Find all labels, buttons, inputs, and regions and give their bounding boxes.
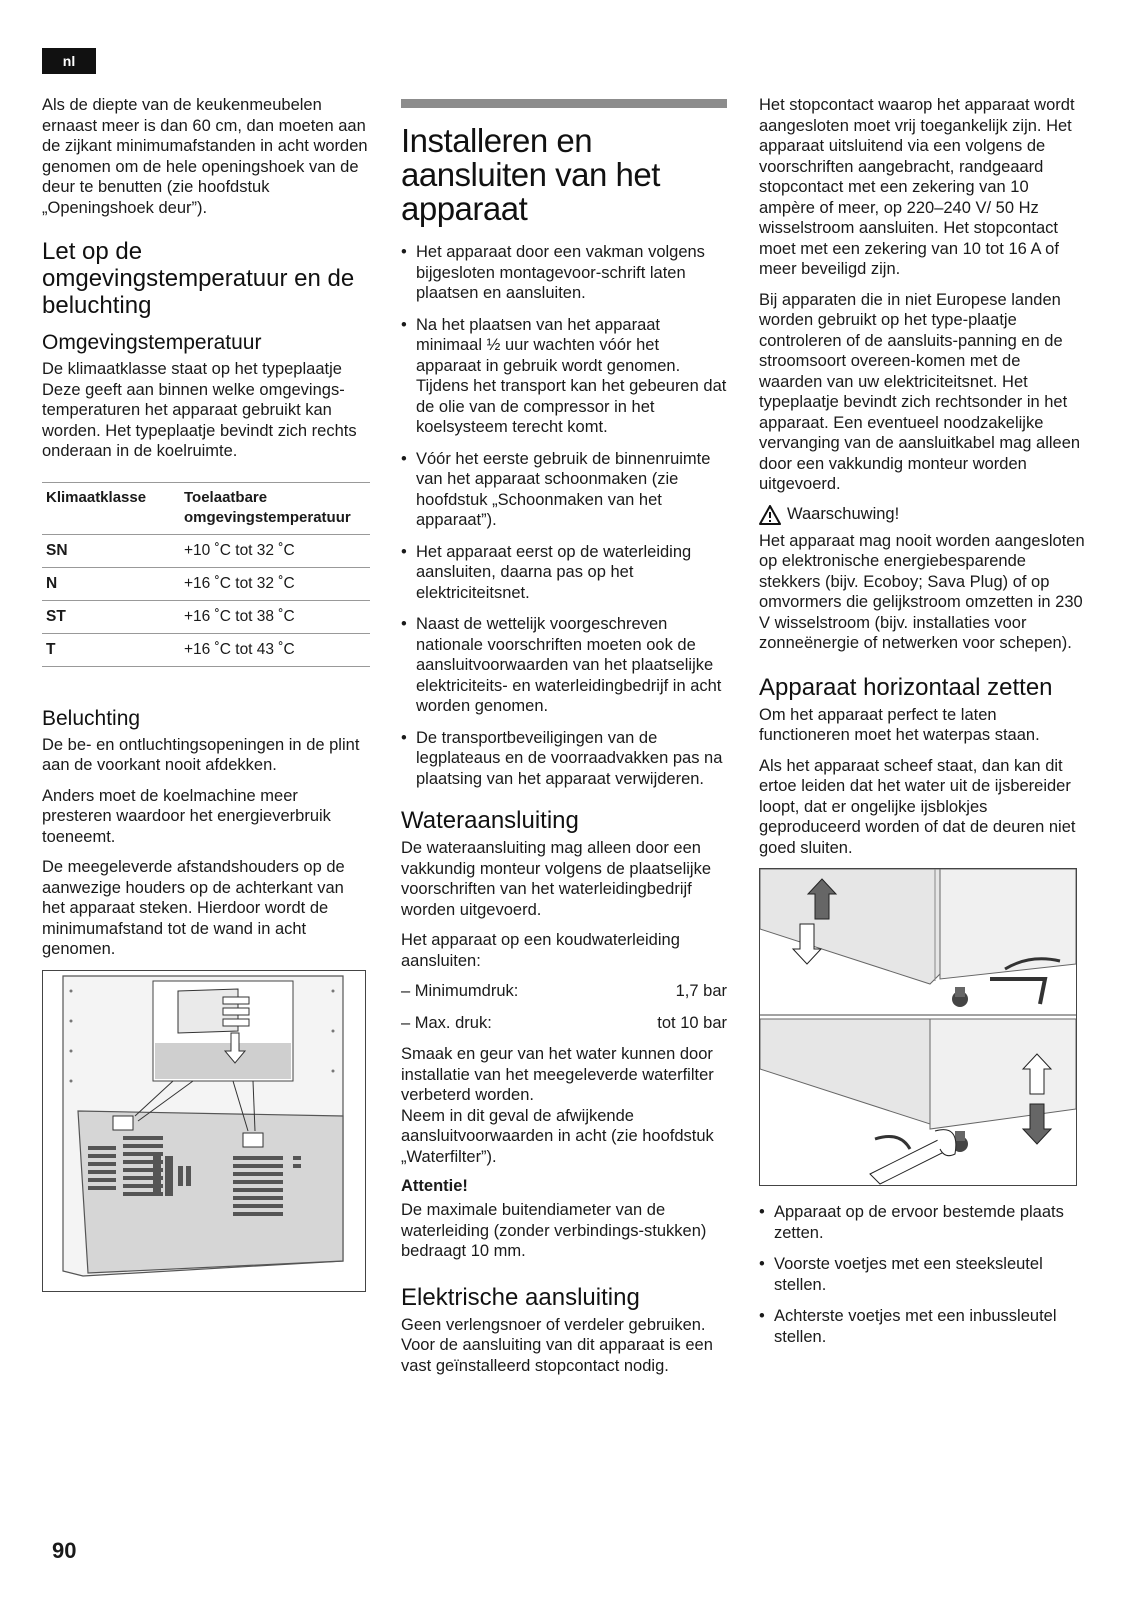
warning-label: Waarschuwing! <box>787 505 900 523</box>
climate-class-table <box>42 482 370 667</box>
leveling-paragraph-2: Als het apparaat scheef staat, dan kan dit ertoe leiden dat het water uit de ijsbereider loopt, dat er ongelijke ijsblokjes geproduceerd worden of dat de deuren niet goed sluiten. <box>759 756 1076 857</box>
list-item: • De transportbeveiligingen van de legplateaus en de voorraadvakken pas na plaatsing van het apparaat verwijderen. <box>401 728 727 790</box>
column-right <box>759 95 1085 1358</box>
max-pressure-row <box>401 1013 727 1034</box>
warning-icon <box>759 505 781 525</box>
climate-class-cell: SN <box>42 534 180 567</box>
climate-class-cell: ST <box>42 600 180 633</box>
water-paragraph-1: De wateraansluiting mag alleen door een vakkundig monteur volgens de plaatselijke voorschriften van het waterleidingbedrijf worden uitgevoerd. <box>401 839 712 919</box>
header-ambient-temp-line2: omgevingstemperatuur <box>184 508 351 526</box>
water-heading: Wateraansluiting <box>401 807 579 834</box>
leveling-paragraph-1: Om het apparaat perfect te laten functioneren moet het waterpas staan. <box>759 705 1040 744</box>
section-rule <box>401 99 727 108</box>
min-pressure-value: 1,7 bar <box>675 982 727 1000</box>
list-item: • Na het plaatsen van het apparaat minimaal ½ uur wachten vóór het apparaat in gebruik wordt genomen. Tijdens het transport kan het gebeuren dat de olie van de compressor in het koelsysteem terecht komt. <box>401 315 727 438</box>
water-paragraph-2: Het apparaat op een koudwaterleiding aansluiten: <box>401 931 680 970</box>
ventilation-paragraph-1: De be- en ontluchtingsopeningen in de plint aan de voorkant nooit afdekken. <box>42 735 360 774</box>
spacer-illustration <box>42 970 366 1292</box>
ambient-paragraph: De klimaatklasse staat op het typeplaatje Deze geeft aan binnen welke omgevings- temperaturen het apparaat gebruikt kan worden. Het typeplaatje bevindt zich rechts onderaan in de koelruimte. <box>42 360 357 460</box>
non-eu-paragraph: Bij apparaten die in niet Europese landen worden gebruikt op het type-plaatje controleren of de aansluits-panning en de stroomsoort overeen-komen met de waarden van uw elektriciteitsnet. Het typeplaatje bevindt zich rechtsonder in het apparaat. Een eventueel noodzakelijke vervanging van de aansluitkabel mag alleen door een vakkundig monteur worden uitgevoerd. <box>759 290 1081 493</box>
table-row <box>42 534 370 567</box>
ambient-heading: Let op de omgevingstemperatuur en de beluchting <box>42 238 355 319</box>
spacer-diagram-svg <box>43 971 365 1291</box>
max-pressure-label: – Max. druk: <box>401 1013 492 1032</box>
max-pressure-value: tot 10 bar <box>657 1013 727 1032</box>
list-item: • Het apparaat eerst op de waterleiding aansluiten, daarna pas op het elektriciteitsnet. <box>401 542 727 604</box>
ambient-subheading: Omgevingstemperatuur <box>42 331 262 354</box>
table-row <box>42 633 370 666</box>
list-item: • Achterste voetjes met een inbussleutel stellen. <box>759 1306 1085 1347</box>
electrical-paragraph: Geen verlengsnoer of verdeler gebruiken. Voor de aansluiting van dit apparaat is een vast geïnstalleerd stopcontact nodig. <box>401 1315 713 1375</box>
climate-class-cell: N <box>42 567 180 600</box>
list-item: • Het apparaat door een vakman volgens bijgesloten montagevoor-schrift laten plaatsen en aansluiten. <box>401 242 727 304</box>
attention-paragraph: De maximale buitendiameter van de waterleiding (zonder verbindings-stukken) bedraagt 10 mm. <box>401 1201 707 1260</box>
header-ambient-temp-line1: Toelaatbare <box>184 488 268 506</box>
table-row <box>42 600 370 633</box>
language-tag: nl <box>42 48 96 74</box>
page-number: 90 <box>52 1538 77 1563</box>
list-item: • Vóór het eerste gebruik de binnenruimte van het apparaat schoonmaken (zie hoofdstuk „Schoonmaken van het apparaat”). <box>401 449 727 531</box>
water-paragraph-3: Smaak en geur van het water kunnen door installatie van het meegeleverde waterfilter verbeterd worden. <box>401 1045 714 1104</box>
leveling-diagram-svg <box>760 869 1076 1185</box>
temp-range-cell: +16 ˚C tot 38 ˚C <box>180 600 370 633</box>
leveling-list <box>759 1202 1085 1347</box>
temp-range-cell: +16 ˚C tot 32 ˚C <box>180 567 370 600</box>
min-pressure-label: – Minimumdruk: <box>401 982 519 1000</box>
climate-class-cell: T <box>42 633 180 666</box>
list-item: • Naast de wettelijk voorgeschreven nationale voorschriften moeten ook de aansluitvoorwaarden van het plaatselijke elektriciteits- en waterleidingbedrijf in acht worden genomen. <box>401 614 727 717</box>
water-paragraph-4: Neem in dit geval de afwijkende aansluitvoorwaarden in acht (zie hoofdstuk „Waterfilter”). <box>401 1106 714 1166</box>
list-item: • Voorste voetjes met een steeksleutel stellen. <box>759 1254 1085 1295</box>
electrical-heading: Elektrische aansluiting <box>401 1283 640 1311</box>
ventilation-paragraph-3: De meegeleverde afstandshouders op de aanwezige houders op de achterkant van het apparaat steken. Hierdoor wordt de minimumafstand tot de wand in acht genomen. <box>42 858 345 958</box>
intro-paragraph: Als de diepte van de keukenmeubelen ernaast meer is dan 60 cm, dan moeten aan de zijkant minimumafstanden in acht worden genomen om de hele openingshoek van de deur te benutten (zie hoofdstuk „Openingshoek deur”). <box>42 96 368 217</box>
attention-label: Attentie! <box>401 1177 468 1195</box>
temp-range-cell: +16 ˚C tot 43 ˚C <box>180 633 370 666</box>
header-climate-class: Klimaatklasse <box>42 482 180 534</box>
warning-paragraph: Het apparaat mag nooit worden aangesloten op elektronische energiebesparende stekkers (bijv. Ecoboy; Sava Plug) of op omvormers die gelijkstroom omzetten in 230 V wisselstroom (bijv. installaties voor zonneënergie of netwerken voor schepen). <box>759 531 1085 652</box>
list-item: • Apparaat op de ervoor bestemde plaats zetten. <box>759 1202 1085 1243</box>
ventilation-subheading: Beluchting <box>42 706 141 730</box>
column-middle <box>401 95 727 1386</box>
warning-row <box>759 505 1085 525</box>
temp-range-cell: +10 ˚C tot 32 ˚C <box>180 534 370 567</box>
ventilation-paragraph-2: Anders moet de koelmachine meer presteren waardoor het energieverbruik toeneemt. <box>42 786 331 846</box>
table-row <box>42 567 370 600</box>
leveling-heading: Apparaat horizontaal zetten <box>759 673 1053 701</box>
page-title: Installeren en aansluiten van het apparaat <box>401 122 660 227</box>
socket-paragraph: Het stopcontact waarop het apparaat wordt aangesloten moet vrij toegankelijk zijn. Het apparaat uitsluitend via een volgens de voorschriften aangebracht, randgeaard stopcontact met een zekering van 10 ampère of meer, op 220–240 V/ 50 Hz wisselstroom aansluiten. Het stopcontact moet met een zekering van 10 tot 16 A of meer beveiligd zijn. <box>759 96 1075 278</box>
min-pressure-row <box>401 981 727 1002</box>
table-header-row <box>42 482 370 534</box>
leveling-illustration <box>759 868 1077 1186</box>
column-left <box>42 95 370 1292</box>
header-ambient-temp <box>180 482 370 534</box>
install-list <box>401 242 727 789</box>
